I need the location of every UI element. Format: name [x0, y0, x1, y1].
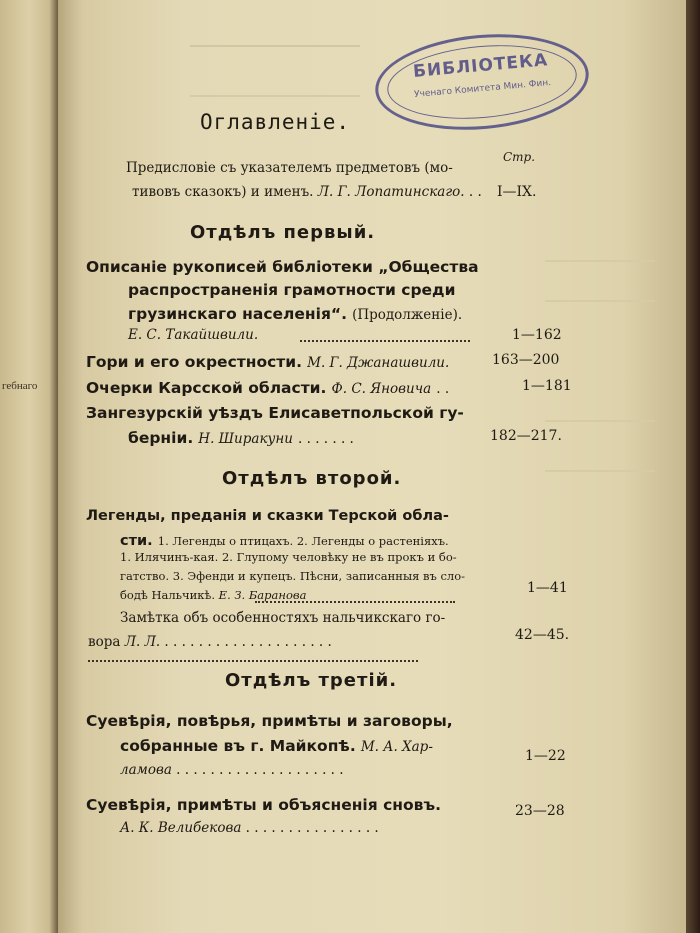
book-edge	[686, 0, 700, 933]
preface-pages: I—IX.	[497, 184, 537, 200]
entry-3-title: Очерки Карсской области.	[86, 379, 327, 397]
entry-1-author: Е. С. Такайшвили.	[128, 327, 259, 343]
entry-4-dots: . . . . . . .	[298, 431, 354, 447]
left-page	[0, 0, 58, 933]
entry-6-line-2	[88, 634, 332, 650]
entry-2-author: М. Г. Джанашвили.	[307, 355, 450, 371]
entry-8-author: А. К. Велибекова	[120, 820, 242, 836]
entry-4-author: Н. Ширакуни	[198, 431, 293, 447]
entry-1-line-1: Описаніе рукописей библіотеки „Общества	[86, 258, 479, 276]
entry-7-line-1: Суевѣрія, повѣрья, примѣты и заговоры,	[86, 712, 453, 730]
entry-5-line-1: Легенды, преданія и сказки Терской обла-	[86, 508, 449, 524]
stamp-title: БИБЛІОТЕКА	[412, 50, 549, 82]
preface-line-2	[132, 184, 482, 200]
preface-author: Л. Г. Лопатинскаго.	[317, 184, 465, 200]
stamp-subtitle: Ученаго Комитета Мин. Фин.	[413, 78, 552, 100]
entry-7-line-3	[120, 762, 344, 778]
entry-7-line-2	[120, 736, 433, 755]
entry-3-dots: . .	[436, 381, 450, 397]
entry-7-pages: 1—22	[525, 748, 566, 764]
preface-text: тивовъ сказокъ) и именъ.	[132, 184, 314, 200]
entry-6-line-1: Замѣтка объ особенностяхъ нальчикскаго го-	[120, 610, 446, 626]
entry-5-author: Е. З. Баранова	[218, 588, 307, 602]
entry-4-title-end: берніи.	[128, 429, 194, 447]
entry-8-title: Суевѣрія, примѣты и объясненія сновъ.	[86, 796, 441, 814]
entry-5-contents-4	[120, 588, 306, 602]
entry-5-place: бодѣ Нальчикѣ.	[120, 588, 216, 602]
entry-2	[86, 352, 449, 371]
entry-5-contents-3: гатство. 3. Эфенди и купецъ. Пѣсни, записанныя въ сло-	[120, 569, 466, 583]
entry-1-pages: 1—162	[512, 327, 562, 343]
entry-8-line-2	[120, 820, 379, 836]
entry-5-contents-1: 1. Легенды о птицахъ. 2. Легенды о растеніяхъ.	[157, 534, 449, 548]
entry-1-line-3	[128, 304, 462, 323]
entry-8-pages: 23—28	[515, 803, 565, 819]
book-page	[58, 0, 686, 933]
entry-2-pages: 163—200	[492, 352, 560, 368]
section-3-title: Отдѣлъ третій.	[225, 670, 398, 691]
entry-7-author: М. А. Хар-	[360, 739, 433, 755]
entry-4-line-1: Зангезурскій уѣздъ Елисаветпольской гу-	[86, 404, 464, 422]
entry-6-author: Л. Л.	[124, 634, 161, 650]
entry-3	[86, 378, 449, 397]
entry-5-line-2	[120, 530, 449, 549]
entry-5-contents-2: 1. Илячинъ-кая. 2. Глупому человѣку не въ прокъ и бо-	[120, 550, 457, 564]
section-divider	[88, 660, 418, 662]
preface-dots: . .	[468, 184, 482, 200]
entry-4-line-2	[128, 428, 354, 447]
entry-5-title-end: сти.	[120, 533, 153, 549]
preface-line-1: Предисловіе съ указателемъ предметовъ (мо-	[126, 160, 453, 176]
entry-1-continued: (Продолженіе).	[352, 307, 463, 323]
page-column-label: Стр.	[503, 150, 536, 164]
entry-2-title: Гори и его окрестности.	[86, 353, 303, 371]
entry-6-text: вора	[88, 634, 121, 650]
entry-7-title-end: собранные въ г. Майкопѣ.	[120, 737, 356, 755]
entry-6-pages: 42—45.	[515, 627, 570, 643]
entry-1-line-2: распространенія грамотности среди	[128, 281, 456, 299]
entry-4-pages: 182—217.	[490, 428, 562, 444]
entry-7-author-end: ламова	[120, 762, 172, 778]
entry-3-pages: 1—181	[522, 378, 572, 394]
leader-dots	[255, 601, 455, 603]
left-page-text-fragment: гебнаго	[2, 380, 38, 392]
entry-6-dots: . . . . . . . . . . . . . . . . . . . .	[164, 634, 332, 650]
entry-3-author: Ф. С. Яновича	[331, 381, 432, 397]
section-1-title: Отдѣлъ первый.	[190, 222, 376, 243]
entry-7-dots: . . . . . . . . . . . . . . . . . . . .	[176, 762, 344, 778]
entry-8-dots: . . . . . . . . . . . . . . . .	[245, 820, 379, 836]
section-2-title: Отдѣлъ второй.	[222, 468, 402, 489]
entry-1-title-end: грузинскаго населенія“.	[128, 305, 347, 323]
leader-dots	[300, 340, 470, 342]
entry-5-pages: 1—41	[527, 580, 568, 596]
toc-heading: Оглавленіе.	[200, 110, 351, 134]
